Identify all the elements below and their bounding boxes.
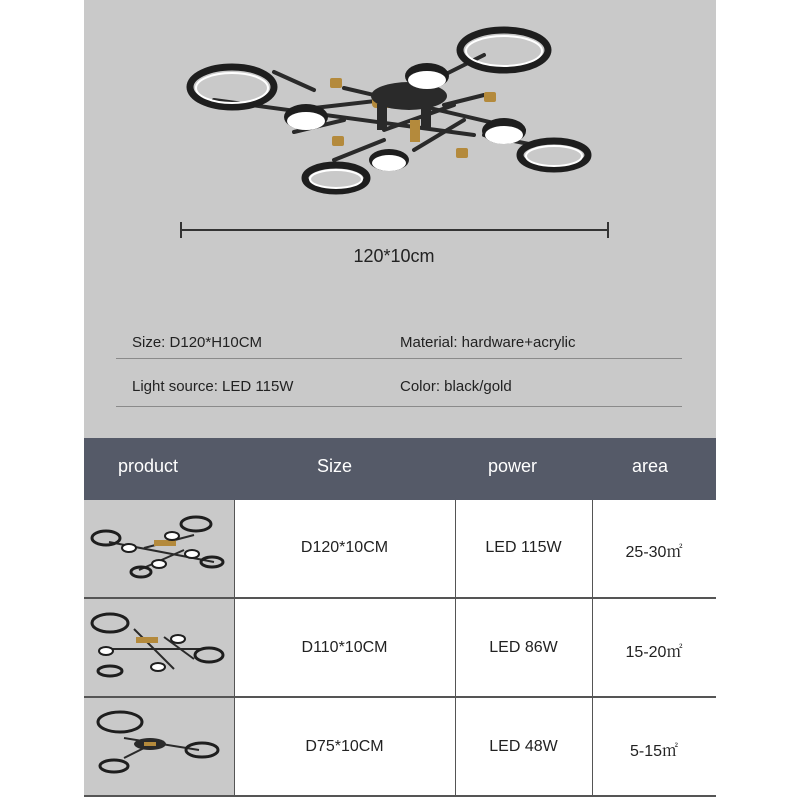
- table-row: [84, 698, 716, 795]
- cell-area: 5-15㎡: [629, 743, 679, 760]
- table-row: [84, 500, 716, 597]
- header-size: Size: [317, 456, 353, 476]
- cell-size: D110*10CM: [301, 639, 388, 656]
- dimension-line: [180, 229, 608, 231]
- row-divider: [84, 795, 716, 797]
- cell-area: 25-30㎡: [625, 544, 683, 561]
- dimension-label: 120*10cm: [353, 246, 435, 266]
- spec-divider: [116, 358, 682, 359]
- product-thumbnail: [84, 500, 234, 597]
- dimension-tick-right: [607, 222, 609, 238]
- header-product: product: [118, 456, 179, 476]
- cell-power: LED 115W: [485, 539, 562, 556]
- cell-power: LED 86W: [489, 639, 558, 656]
- table-row: [84, 599, 716, 696]
- product-thumbnail: [84, 599, 234, 696]
- spec-divider: [116, 406, 682, 407]
- cell-area: 15-20㎡: [625, 644, 683, 661]
- product-panel: [84, 0, 716, 438]
- spec-light-source: Light source: LED 115W: [132, 378, 294, 395]
- dimension-tick-left: [180, 222, 182, 238]
- spec-material: Material: hardware+acrylic: [400, 334, 576, 351]
- header-area: area: [632, 456, 669, 476]
- spec-size: Size: D120*H10CM: [132, 334, 263, 351]
- chandelier-image: [84, 0, 716, 215]
- product-thumbnail: [84, 698, 234, 795]
- cell-size: D120*10CM: [300, 539, 389, 556]
- table-header: [84, 438, 716, 500]
- cell-power: LED 48W: [489, 738, 558, 755]
- header-power: power: [488, 456, 538, 476]
- spec-color: Color: black/gold: [400, 378, 512, 395]
- cell-size: D75*10CM: [305, 738, 384, 755]
